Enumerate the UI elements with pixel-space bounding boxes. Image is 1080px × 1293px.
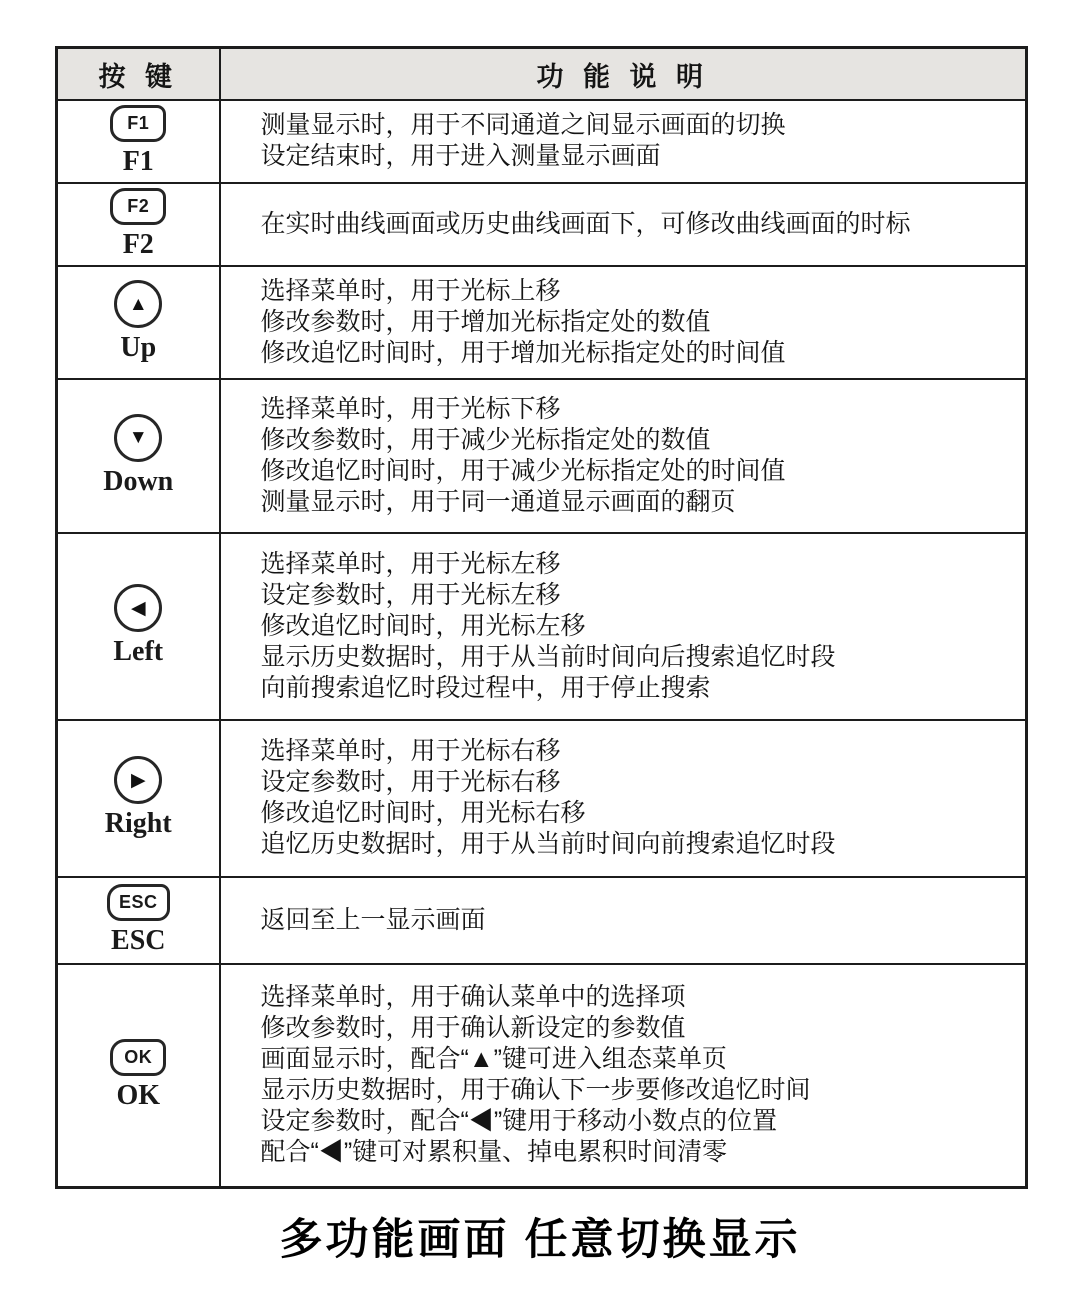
key-cell-esc	[57, 877, 220, 964]
esc-key-icon: ESC	[107, 884, 170, 921]
table-row-esc	[57, 877, 1027, 964]
key-cell-left	[57, 533, 220, 720]
key-cell-f1	[57, 100, 220, 183]
left-arrow-key-icon: ◀	[114, 584, 162, 632]
function-line: 修改参数时，用于增加光标指定处的数值	[260, 307, 711, 336]
function-line: 配合“◀”键可对累积量、掉电累积时间清零	[260, 1138, 728, 1167]
function-line: 设定参数时，配合“◀”键用于移动小数点的位置	[260, 1107, 778, 1136]
table-row-right	[57, 720, 1027, 877]
down-arrow-key-icon: ▼	[114, 414, 162, 462]
header-key-column: 按 键	[57, 48, 220, 101]
function-line: 显示历史数据时，用于确认下一步要修改追忆时间	[260, 1076, 811, 1105]
function-line: 设定结束时，用于进入测量显示画面	[260, 142, 661, 171]
table-row-down	[57, 379, 1027, 533]
function-line: 选择菜单时，用于光标上移	[260, 276, 561, 305]
function-line: 选择菜单时，用于光标右移	[260, 737, 561, 766]
function-line: 修改追忆时间时，用于减少光标指定处的时间值	[260, 456, 786, 485]
table-row-f2	[57, 183, 1027, 266]
key-label-left: Left	[113, 636, 164, 668]
table-row-left	[57, 533, 1027, 720]
key-cell-down	[57, 379, 220, 533]
key-function-table	[55, 46, 1028, 1189]
function-line: 向前搜索追忆时段过程中，用于停止搜索	[260, 673, 711, 702]
function-line: 选择菜单时，用于光标下移	[260, 394, 561, 423]
header-function-column: 功 能 说 明	[220, 48, 1027, 101]
function-line: 修改追忆时间时，用光标右移	[260, 799, 586, 828]
function-line: 修改追忆时间时，用光标左移	[260, 611, 586, 640]
key-label-up: Up	[120, 332, 157, 364]
function-line: 修改参数时，用于确认新设定的参数值	[260, 1014, 686, 1043]
key-label-right: Right	[104, 808, 172, 840]
function-cell-ok	[220, 964, 1027, 1188]
function-line: 设定参数时，用于光标右移	[260, 768, 561, 797]
page-title: 多功能画面 任意切换显示	[279, 1216, 801, 1264]
ok-key-icon: OK	[110, 1039, 166, 1076]
up-arrow-key-icon: ▲	[114, 280, 162, 328]
function-line: 测量显示时，用于同一通道显示画面的翻页	[260, 487, 736, 516]
key-label-f1: F1	[122, 146, 154, 177]
function-line: 返回至上一显示画面	[260, 905, 486, 934]
table-row-ok	[57, 964, 1027, 1188]
function-cell-esc	[220, 877, 1027, 964]
function-line: 修改追忆时间时，用于增加光标指定处的时间值	[260, 338, 786, 367]
key-label-esc: ESC	[111, 924, 166, 956]
function-line: 追忆历史数据时，用于从当前时间向前搜索追忆时段	[260, 830, 836, 859]
function-line: 画面显示时，配合“▲”键可进入组态菜单页	[260, 1045, 727, 1074]
key-cell-right	[57, 720, 220, 877]
f1-key-icon: F1	[110, 105, 166, 142]
key-label-ok: OK	[116, 1079, 161, 1111]
function-line: 选择菜单时，用于光标左移	[260, 549, 561, 578]
function-line: 设定参数时，用于光标左移	[260, 580, 561, 609]
table-header-row	[57, 48, 1027, 101]
function-cell-f2	[220, 183, 1027, 266]
table-row-up	[57, 266, 1027, 379]
f2-key-icon: F2	[110, 188, 166, 225]
right-arrow-key-icon: ▶	[114, 756, 162, 804]
key-cell-up	[57, 266, 220, 379]
key-label-down: Down	[103, 465, 174, 497]
function-line: 测量显示时，用于不同通道之间显示画面的切换	[260, 111, 786, 140]
function-line: 选择菜单时，用于确认菜单中的选择项	[260, 983, 686, 1012]
table-row-f1	[57, 100, 1027, 183]
key-cell-f2	[57, 183, 220, 266]
function-cell-up	[220, 266, 1027, 379]
function-cell-f1	[220, 100, 1027, 183]
key-label-f2: F2	[122, 228, 154, 260]
function-line: 显示历史数据时，用于从当前时间向后搜索追忆时段	[260, 642, 836, 671]
function-cell-right	[220, 720, 1027, 877]
function-cell-down	[220, 379, 1027, 533]
key-cell-ok	[57, 964, 220, 1188]
function-cell-left	[220, 533, 1027, 720]
function-line: 在实时曲线画面或历史曲线画面下，可修改曲线画面的时标	[260, 209, 911, 238]
function-line: 修改参数时，用于减少光标指定处的数值	[260, 425, 711, 454]
